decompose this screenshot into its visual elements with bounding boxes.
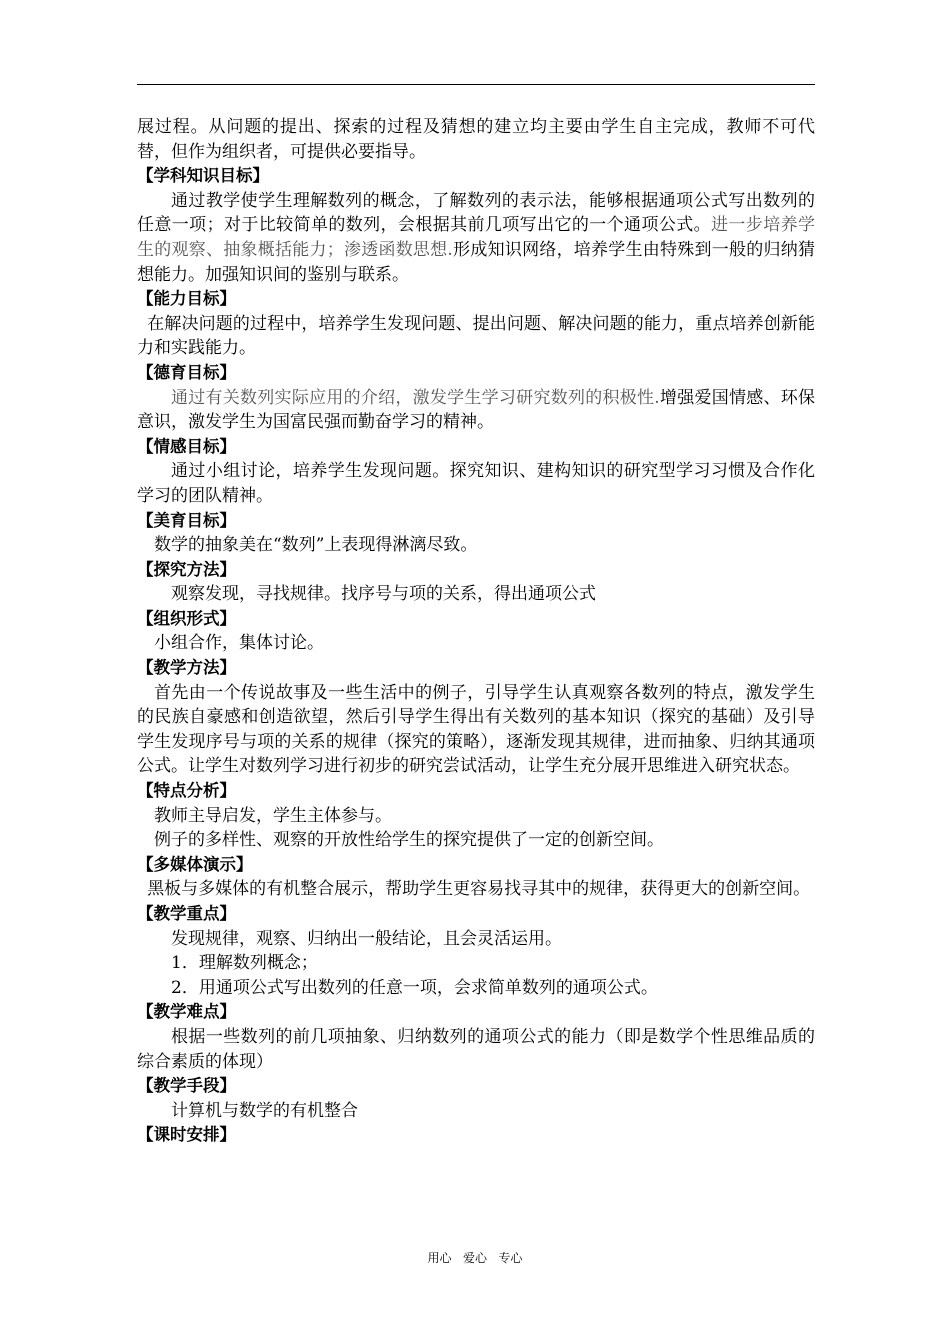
heading-key: 【教学重点】 bbox=[137, 904, 236, 923]
multimedia-paragraph: 黑板与多媒体的有机整合展示，帮助学生更容易找寻其中的规律，获得更大的创新空间。 bbox=[147, 879, 811, 900]
heading-organization: 【组织形式】 bbox=[137, 608, 236, 628]
difficulty-paragraph: 根据一些数列的前几项抽象、归纳数列的通项公式的能力（即是数学个性思维品质的综合素质的体现） bbox=[137, 1026, 815, 1072]
heading-multimedia: 【多媒体演示】 bbox=[137, 854, 253, 874]
document-body bbox=[137, 115, 815, 1148]
key-paragraph-3: 2．用通项公式写出数列的任意一项，会求简单数列的通项公式。 bbox=[171, 977, 658, 998]
ability-paragraph: 在解决问题的过程中，培养学生发现问题、提出问题、解决问题的能力，重点培养创新能力和实践能力。 bbox=[137, 313, 815, 359]
heading-schedule: 【课时安排】 bbox=[137, 1125, 236, 1145]
moral-paragraph bbox=[137, 386, 815, 435]
aesthetic-paragraph: 数学的抽象美在“数列”上表现得淋漓尽致。 bbox=[154, 535, 478, 556]
emotion-paragraph: 通过小组讨论，培养学生发现问题。探究知识、建构知识的研究型学习习惯及合作化学习的团队精神。 bbox=[137, 461, 815, 506]
page-footer: 用心 爱心 专心 bbox=[427, 1251, 523, 1265]
header-rule bbox=[137, 84, 815, 85]
heading-knowledge: 【学科知识目标】 bbox=[137, 166, 269, 186]
method-paragraph: 首先由一个传说故事及一些生活中的例子，引导学生认真观察各数列的特点，激发学生的民族自豪感和创造欲望，然后引导学生得出有关数列的基本知识（探究的基础）及引导学生发现序号与项的关系的规律（探究的策略），逐渐发现其规律，进而抽象、归纳其通项公式。让学生对数列学习进行初步的研究尝试活动，让学生充分展开思维进入研究状态。 bbox=[137, 682, 815, 777]
knowledge-text-end: 形成知识网络，培养学生由特殊到一般的归纳猜想能力。加强知识间的鉴别与联系。 bbox=[137, 239, 816, 285]
inquiry-paragraph: 观察发现，寻找规律。找序号与项的关系，得出通项公式 bbox=[171, 584, 596, 605]
key-paragraph-1: 发现规律，观察、归纳出一般结论，且会灵活运用。 bbox=[171, 928, 562, 949]
knowledge-text-gray: 进一步培养学生的观察、抽象概括能力；渗透函数思想. bbox=[137, 215, 816, 260]
moral-text-gray: 通过有关数列实际应用的介绍，激发学生学习研究数列的积极性. bbox=[171, 387, 660, 408]
heading-moral: 【德育目标】 bbox=[137, 362, 236, 382]
organization-paragraph: 小组合作，集体讨论。 bbox=[154, 633, 324, 654]
heading-difficulty: 【教学难点】 bbox=[137, 1002, 236, 1022]
knowledge-text: 通过教学使学生理解数列的概念，了解数列的表示法，能够根据通项公式写出数列的任意一项；对于比较简单的数列，会根据其前几项写出它的一个通项公式。 bbox=[137, 190, 815, 236]
key-paragraph-2: 1．理解数列概念； bbox=[171, 953, 318, 974]
features-paragraph-2: 例子的多样性、观察的开放性给学生的探究提供了一定的创新空间。 bbox=[154, 830, 664, 851]
heading-emotion: 【情感目标】 bbox=[137, 436, 236, 456]
means-paragraph: 计算机与数学的有机整合 bbox=[171, 1100, 358, 1121]
heading-method: 【教学方法】 bbox=[137, 658, 236, 678]
heading-aesthetic: 【美育目标】 bbox=[137, 510, 236, 530]
heading-ability: 【能力目标】 bbox=[137, 289, 236, 309]
knowledge-paragraph bbox=[137, 189, 815, 287]
features-paragraph-1: 教师主导启发，学生主体参与。 bbox=[154, 805, 392, 826]
heading-inquiry: 【探究方法】 bbox=[137, 559, 236, 579]
heading-features: 【特点分析】 bbox=[137, 781, 236, 801]
heading-means: 【教学手段】 bbox=[137, 1076, 236, 1096]
moral-text-end: 增强爱国情感、环保意识，激发学生为国富民强而勤奋学习的精神。 bbox=[137, 387, 816, 433]
intro-paragraph: 展过程。从问题的提出、探索的过程及猜想的建立均主要由学生自主完成，教师不可代替，但作为组织者，可提供必要指导。 bbox=[137, 117, 815, 162]
